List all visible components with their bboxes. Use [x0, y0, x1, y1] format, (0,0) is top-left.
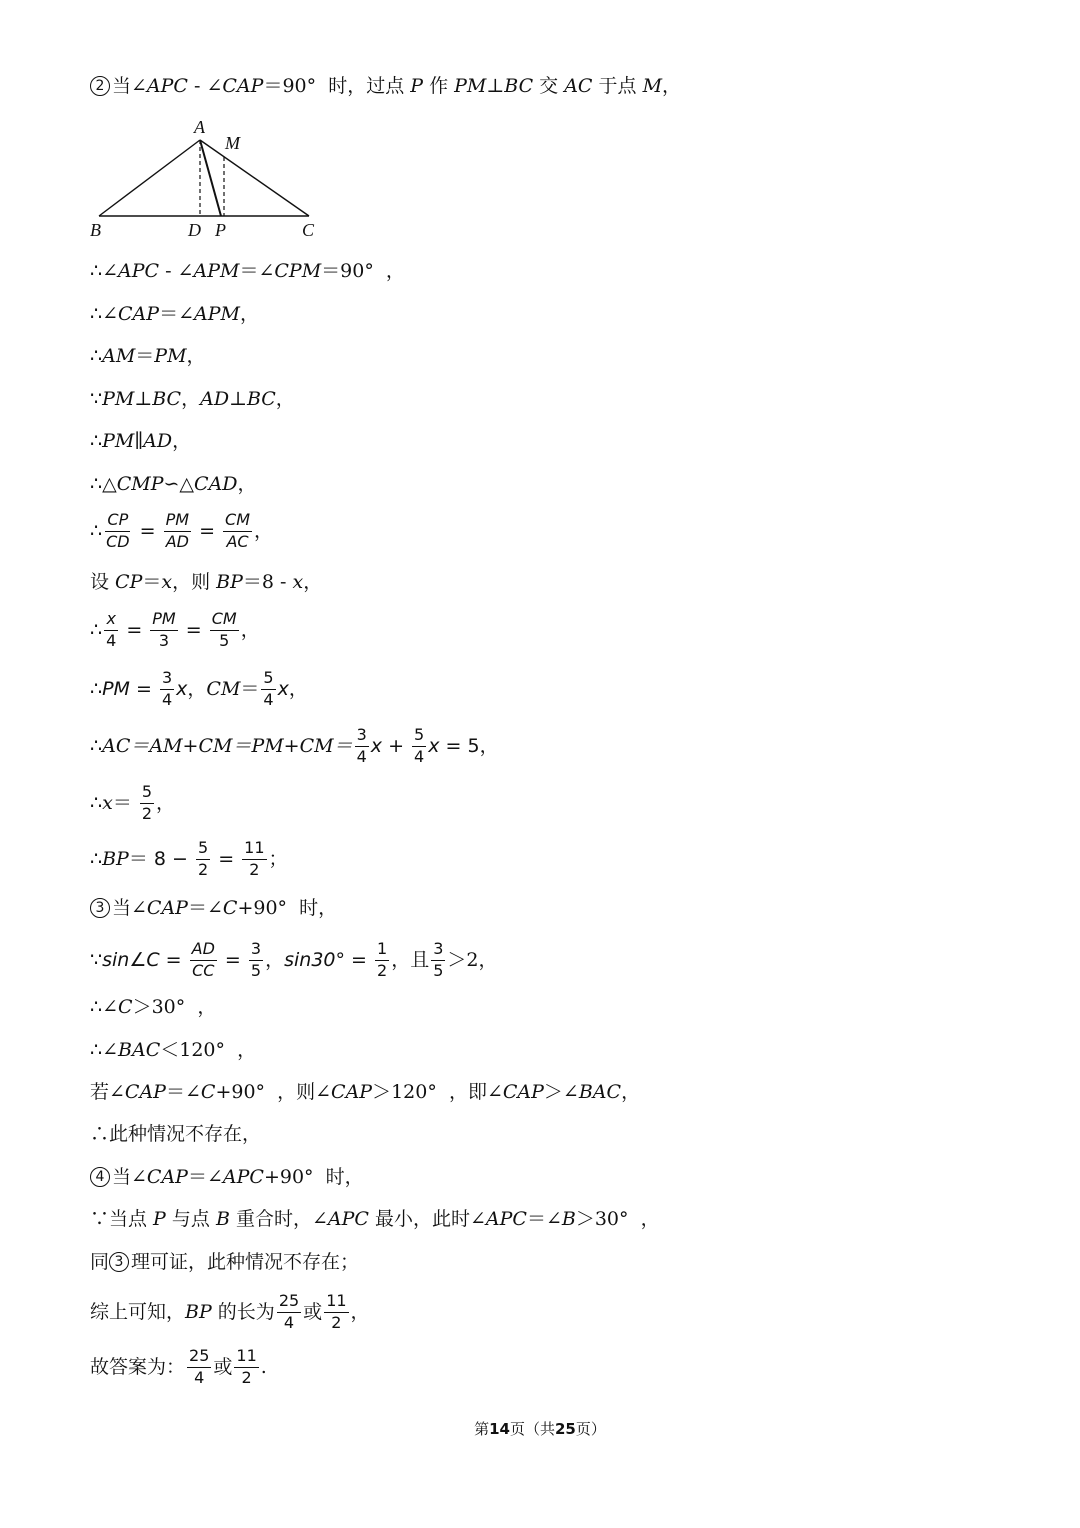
- text: 作: [423, 74, 455, 97]
- text: ∴: [90, 519, 103, 542]
- text: ∴: [90, 791, 103, 814]
- case-2-heading: [90, 76, 681, 96]
- fraction: [277, 1293, 301, 1332]
- var: CPM: [274, 260, 322, 282]
- numerator: 5: [196, 840, 210, 860]
- text: ，则: [172, 571, 217, 593]
- text: 页（共: [509, 1420, 555, 1438]
- label-a: A: [194, 117, 205, 137]
- var: BP: [102, 847, 129, 870]
- var: BC: [504, 74, 534, 97]
- denominator: 4: [161, 689, 173, 709]
- fraction: [160, 670, 174, 709]
- var: PM: [154, 345, 187, 367]
- total-pages: 25: [555, 1420, 576, 1438]
- text: 页）: [575, 1420, 606, 1438]
- var: APM: [193, 303, 240, 325]
- fraction: [104, 611, 118, 650]
- text: ＝: [112, 791, 138, 814]
- text: ∴: [90, 847, 103, 870]
- text: ∴∠: [90, 996, 119, 1018]
- answer-line: [90, 1348, 267, 1387]
- step-line: [90, 390, 295, 409]
- text: - ∠: [187, 74, 223, 97]
- fraction: [164, 512, 191, 551]
- fraction: [190, 941, 217, 980]
- var: APC: [222, 1165, 264, 1188]
- numerator: CP: [105, 512, 130, 532]
- numerator: PM: [164, 512, 191, 532]
- fraction: [412, 727, 426, 766]
- step-line: [90, 727, 499, 766]
- var: x: [292, 571, 304, 593]
- text: 当∠: [112, 74, 147, 97]
- numerator: 11: [242, 840, 266, 860]
- step-line: [90, 432, 191, 451]
- circled-number: 2: [90, 76, 110, 96]
- var: PM: [102, 388, 135, 410]
- numerator: 3: [355, 727, 369, 747]
- var: B: [561, 1208, 576, 1230]
- text: 当∠: [112, 896, 147, 919]
- text: ＞∠: [543, 1081, 579, 1103]
- numerator: 5: [412, 727, 426, 747]
- step-line: [90, 998, 216, 1017]
- numerator: 3: [160, 670, 174, 690]
- numerator: CM: [210, 611, 239, 631]
- denominator: 5: [219, 630, 230, 650]
- step-line: [90, 1083, 640, 1102]
- fraction: [249, 941, 263, 980]
- case-3-heading: [90, 898, 337, 918]
- text: 综上可知，: [90, 1300, 186, 1323]
- text: ∴△: [90, 473, 117, 495]
- step-line: [90, 573, 322, 592]
- text: 理可证，此种情况不存在；: [131, 1250, 360, 1273]
- var: BP: [185, 1300, 212, 1323]
- fraction: [104, 512, 132, 551]
- var: CAD: [194, 473, 238, 495]
- text: 最小，此时∠: [368, 1208, 486, 1230]
- fraction: [261, 670, 275, 709]
- denominator: 4: [283, 1312, 295, 1332]
- text: 或: [303, 1300, 323, 1323]
- var: C: [118, 996, 133, 1018]
- denominator: 4: [106, 630, 117, 650]
- circled-number: 3: [109, 1252, 129, 1272]
- denominator: 4: [356, 746, 367, 766]
- var: C: [222, 896, 238, 919]
- text: ＞2，: [447, 948, 498, 971]
- text: ∵: [90, 388, 103, 410]
- text: +90° 时，: [237, 896, 338, 919]
- text: ∴: [90, 345, 103, 367]
- expression: sin30° =: [284, 948, 373, 971]
- text: ＝90° ，: [321, 260, 405, 282]
- text: 或: [213, 1355, 233, 1378]
- summary-line: [90, 1293, 370, 1332]
- text: 若∠: [90, 1081, 125, 1103]
- numerator: PM: [150, 611, 177, 631]
- numerator: 5: [140, 784, 154, 804]
- text: ∵当点: [90, 1208, 154, 1230]
- text: ∵: [90, 948, 103, 971]
- segment-ap: [200, 140, 221, 216]
- text: ，: [265, 948, 285, 971]
- text: +90° 时，: [263, 1165, 364, 1188]
- var: P: [410, 74, 424, 97]
- text: ∴: [90, 734, 103, 757]
- var: B: [215, 1208, 230, 1230]
- text: =: [133, 519, 162, 542]
- var: AM: [102, 345, 136, 367]
- var: PM: [102, 430, 135, 452]
- text: ，: [254, 519, 274, 542]
- var: x: [428, 734, 440, 757]
- var: x: [161, 571, 173, 593]
- fraction: [223, 512, 252, 551]
- step-line: [90, 840, 288, 879]
- segment-ab: [99, 140, 200, 216]
- fraction: [196, 840, 210, 879]
- var: CAP: [146, 896, 188, 919]
- var: APC: [485, 1208, 527, 1230]
- segment-ac: [200, 140, 309, 216]
- page-footer: [0, 1418, 1080, 1439]
- var: PM: [102, 677, 130, 700]
- fraction: [431, 941, 445, 980]
- var: CMP: [116, 473, 164, 495]
- text: ＝: [135, 345, 155, 367]
- step-line: [90, 475, 257, 494]
- text: ＝∠: [165, 1081, 201, 1103]
- text: =: [179, 618, 208, 641]
- label-p: P: [215, 220, 226, 240]
- text: =: [129, 677, 158, 700]
- var: CM: [206, 677, 241, 700]
- var: x +: [370, 734, 411, 757]
- expression: sin∠C: [102, 948, 160, 971]
- denominator: 2: [331, 1312, 342, 1332]
- text: 的长为: [211, 1300, 275, 1323]
- denominator: 3: [158, 630, 170, 650]
- numerator: 5: [261, 670, 275, 690]
- text: ＝∠: [187, 1165, 223, 1188]
- text: 设: [90, 571, 116, 593]
- text: ∴∠: [90, 260, 119, 282]
- var: CAP: [124, 1081, 166, 1103]
- text: 与点: [165, 1208, 216, 1230]
- text: ∴: [90, 677, 103, 700]
- denominator: 5: [433, 960, 444, 980]
- denominator: AC: [226, 531, 249, 551]
- text: ∥: [134, 430, 144, 452]
- fraction: [210, 611, 239, 650]
- text: ，: [186, 345, 206, 367]
- label-c: C: [302, 220, 315, 240]
- numerator: x: [104, 611, 117, 631]
- text: ＜120° ，: [160, 1039, 257, 1061]
- var: CAP: [146, 1165, 188, 1188]
- text: =: [193, 519, 222, 542]
- text: =: [218, 948, 247, 971]
- text: ＝∠: [526, 1208, 562, 1230]
- denominator: 2: [141, 803, 153, 823]
- var: x: [277, 677, 289, 700]
- var: CAP: [118, 303, 160, 325]
- step-line: [90, 1210, 660, 1229]
- text: ，: [156, 791, 176, 814]
- var: AC: [564, 74, 593, 97]
- fraction: [150, 611, 177, 650]
- text: = 5: [439, 734, 480, 757]
- step-line: [90, 941, 497, 980]
- text: ＞120° ，即∠: [372, 1081, 503, 1103]
- var: PM: [454, 74, 487, 97]
- numerator: 25: [187, 1348, 211, 1368]
- denominator: AD: [165, 531, 189, 551]
- fraction: [187, 1348, 211, 1387]
- text: ，: [275, 388, 295, 410]
- text: ⊥: [134, 388, 153, 410]
- step-line: [90, 1252, 359, 1272]
- step-line: [90, 347, 206, 366]
- var: BAC: [578, 1081, 622, 1103]
- text: ＝∠: [187, 896, 223, 919]
- text: ∴此种情况不存在，: [90, 1123, 262, 1145]
- text: ，: [181, 388, 201, 410]
- numerator: 25: [277, 1293, 301, 1313]
- step-line: [90, 784, 175, 823]
- text: △: [179, 473, 195, 495]
- fraction: [324, 1293, 348, 1332]
- text: ，: [172, 430, 192, 452]
- var: APC: [327, 1208, 369, 1230]
- text: ＝∠: [239, 260, 275, 282]
- text: ，: [237, 473, 257, 495]
- text: ∴: [90, 430, 103, 452]
- step-line: [90, 512, 273, 551]
- numerator: 3: [249, 941, 263, 961]
- numerator: 11: [324, 1293, 348, 1313]
- var: CAP: [331, 1081, 373, 1103]
- text: +90° ，则∠: [215, 1081, 332, 1103]
- text: =: [212, 847, 241, 870]
- step-line: [90, 305, 259, 324]
- label-b: B: [90, 220, 101, 240]
- text: ＝ 8 −: [128, 847, 194, 870]
- var: C: [200, 1081, 216, 1103]
- text: ，: [288, 677, 308, 700]
- text: .: [260, 1355, 267, 1378]
- numerator: AD: [190, 941, 217, 961]
- text: ；: [268, 847, 288, 870]
- denominator: 4: [194, 1367, 205, 1387]
- label-d: D: [188, 220, 201, 240]
- var: BAC: [118, 1039, 161, 1061]
- text: ＝∠: [159, 303, 194, 325]
- text: ，: [479, 734, 499, 757]
- var: x: [102, 791, 113, 814]
- text: ，: [621, 1081, 641, 1103]
- var: APC: [118, 260, 160, 282]
- text: ＞30° ，: [575, 1208, 660, 1230]
- denominator: 2: [197, 859, 209, 879]
- page-number: 14: [489, 1420, 510, 1438]
- step-line: [90, 1041, 256, 1060]
- text: ＝: [240, 677, 260, 700]
- text: ，: [303, 571, 323, 593]
- expression: AC＝AM+CM＝PM+CM＝: [102, 734, 353, 757]
- var: APM: [193, 260, 240, 282]
- text: ，: [662, 74, 682, 97]
- denominator: CC: [192, 960, 215, 980]
- var: CAP: [502, 1081, 544, 1103]
- fraction: [375, 941, 389, 980]
- var: P: [153, 1208, 166, 1230]
- text: 第: [474, 1420, 490, 1438]
- circled-number: 3: [90, 898, 110, 918]
- step-line: [90, 262, 405, 281]
- var: APC: [146, 74, 188, 97]
- text: ∽: [163, 473, 180, 495]
- var: CP: [115, 571, 143, 593]
- text: ，: [350, 1300, 370, 1323]
- text: ⊥: [229, 388, 247, 410]
- text: ＝: [142, 571, 162, 593]
- denominator: 2: [241, 1367, 252, 1387]
- circled-number: 4: [90, 1167, 110, 1187]
- step-line: [90, 1125, 261, 1144]
- text: ，: [187, 677, 207, 700]
- numerator: 1: [375, 941, 389, 961]
- text: ∴∠: [90, 1039, 119, 1061]
- step-line: [90, 611, 260, 650]
- text: ＝90° 时，过点: [263, 74, 411, 97]
- text: ⊥: [486, 74, 505, 97]
- text: 同: [90, 1250, 110, 1273]
- denominator: 4: [263, 689, 274, 709]
- fraction: [355, 727, 369, 766]
- text: 重合时，∠: [229, 1208, 328, 1230]
- var: BC: [246, 388, 276, 410]
- var: M: [642, 74, 663, 97]
- text: 交: [533, 74, 565, 97]
- denominator: CD: [106, 531, 130, 551]
- numerator: CM: [223, 512, 252, 532]
- step-line: [90, 670, 308, 709]
- denominator: 2: [377, 960, 388, 980]
- fraction: [242, 840, 266, 879]
- text: ∴∠: [90, 303, 119, 325]
- case-4-heading: [90, 1167, 364, 1187]
- text: - ∠: [159, 260, 194, 282]
- var: AD: [143, 430, 173, 452]
- denominator: 4: [414, 746, 425, 766]
- var: BP: [216, 571, 243, 593]
- label-m: M: [225, 133, 240, 153]
- text: =: [159, 948, 188, 971]
- fraction: [140, 784, 154, 823]
- text: 当∠: [112, 1165, 147, 1188]
- text: =: [120, 618, 149, 641]
- text: ，: [239, 303, 259, 325]
- text: ∴: [90, 618, 103, 641]
- var: BC: [152, 388, 182, 410]
- text: ，: [240, 618, 260, 641]
- var: x: [176, 677, 188, 700]
- numerator: 11: [234, 1348, 258, 1368]
- text: ＝8 -: [242, 571, 293, 593]
- numerator: 3: [431, 941, 445, 961]
- fraction: [234, 1348, 258, 1387]
- text: ＞30° ，: [132, 996, 217, 1018]
- denominator: 5: [250, 960, 262, 980]
- text: ，且: [391, 948, 430, 971]
- denominator: 2: [249, 859, 260, 879]
- text: 故答案为：: [90, 1355, 186, 1378]
- triangle-diagram: [88, 114, 328, 244]
- var: CAP: [222, 74, 264, 97]
- text: 于点: [592, 74, 643, 97]
- var: AD: [200, 388, 230, 410]
